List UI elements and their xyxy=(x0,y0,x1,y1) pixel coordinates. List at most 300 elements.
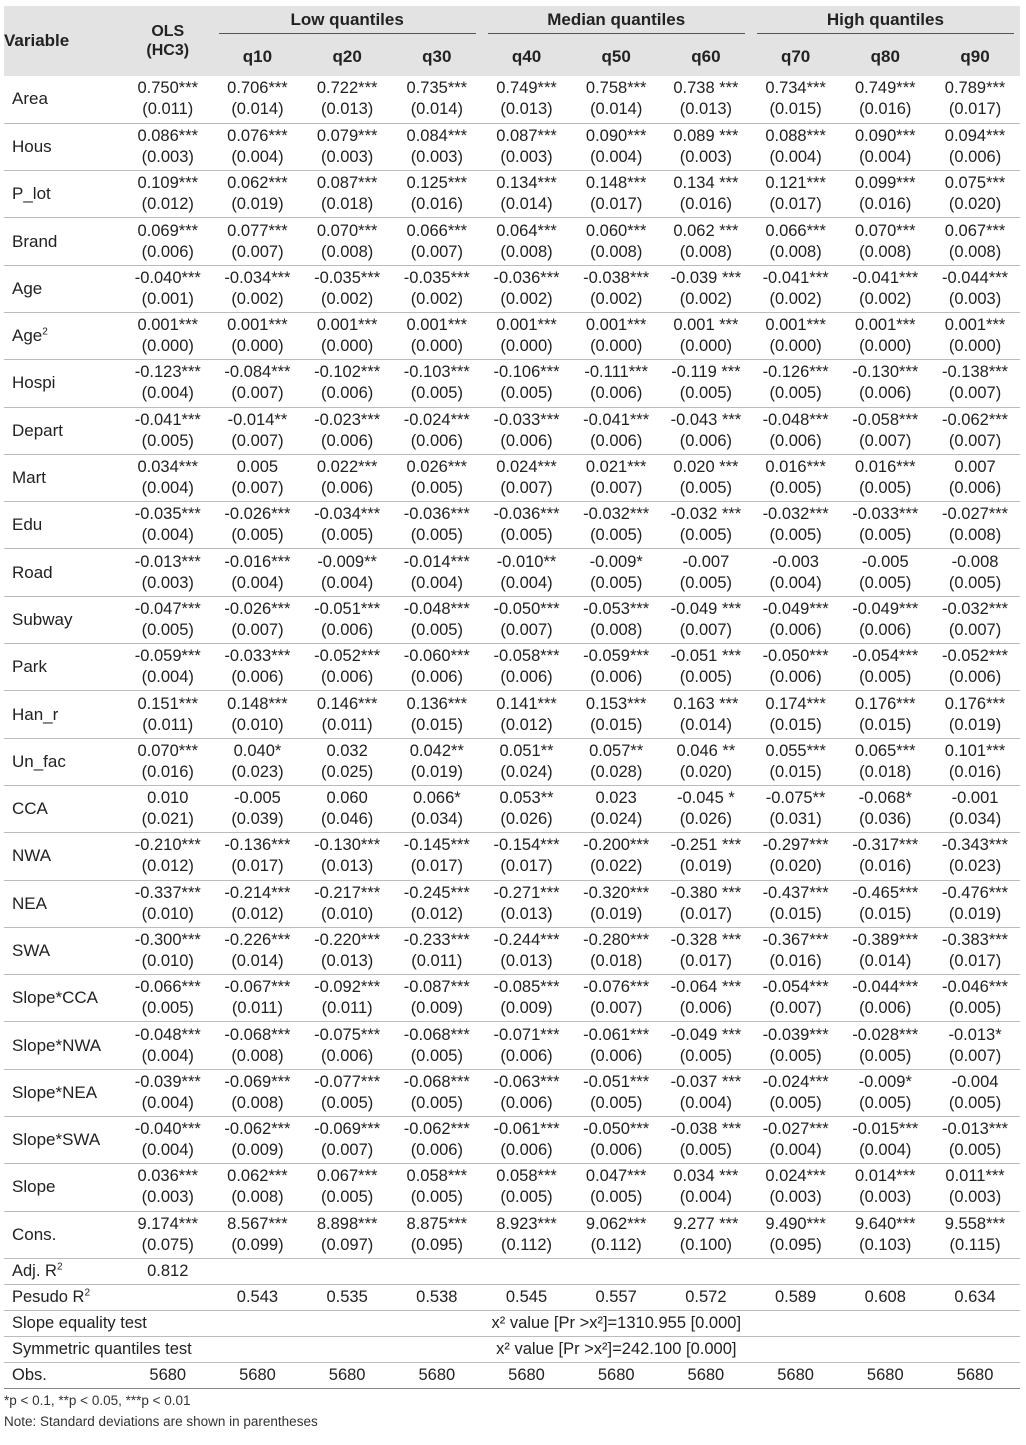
standard-error: (0.008) xyxy=(769,242,822,261)
estimate-cell xyxy=(751,927,841,974)
coefficient: 0.090*** xyxy=(855,126,916,145)
coefficient: 9.174*** xyxy=(137,1214,199,1233)
obs-value: 5680 xyxy=(508,1365,545,1384)
estimate-cell xyxy=(392,1211,482,1258)
estimate-cell xyxy=(661,975,751,1022)
standard-error: (0.004) xyxy=(410,573,463,592)
standard-error: (0.039) xyxy=(231,810,284,829)
coefficient: 8.567*** xyxy=(227,1214,288,1233)
estimate-cell xyxy=(213,171,303,218)
coefficient: 0.001*** xyxy=(227,316,288,335)
coefficient: 0.734*** xyxy=(765,79,826,98)
estimate-cell xyxy=(302,880,392,927)
standard-error: (0.005) xyxy=(859,573,912,592)
estimate-cell xyxy=(482,880,572,927)
estimate-cell xyxy=(930,738,1020,785)
standard-error: (0.006) xyxy=(500,668,553,687)
estimate-cell xyxy=(840,123,930,170)
standard-error: (0.017) xyxy=(948,100,1002,119)
estimate-cell xyxy=(840,549,930,596)
coefficient: 0.148*** xyxy=(227,694,288,713)
obs-value: 5680 xyxy=(777,1365,814,1384)
estimate-cell xyxy=(751,738,841,785)
coefficient: -0.024*** xyxy=(403,410,470,429)
coefficient: 9.277 *** xyxy=(673,1214,739,1233)
estimate-cell xyxy=(213,691,303,738)
standard-error: (0.006) xyxy=(590,431,643,450)
standard-error: (0.019) xyxy=(948,904,1002,923)
estimate-cell xyxy=(482,265,572,312)
coefficient: -0.476*** xyxy=(942,883,1009,902)
coefficient: 0.021*** xyxy=(585,458,647,477)
estimate-cell xyxy=(213,454,303,501)
standard-error: (0.115) xyxy=(949,1235,1001,1254)
standard-error: (0.016) xyxy=(141,762,194,781)
variable-row xyxy=(4,76,1020,123)
standard-error: (0.004) xyxy=(141,1141,194,1160)
coefficient: -0.297*** xyxy=(762,836,829,855)
estimate-cell xyxy=(482,1117,572,1164)
standard-error: (0.013) xyxy=(321,951,374,970)
standard-error: (0.004) xyxy=(500,573,553,592)
coefficient: -0.069*** xyxy=(314,1120,381,1139)
estimate-cell xyxy=(751,218,841,265)
coefficient: -0.380 *** xyxy=(670,883,742,902)
estimate-cell xyxy=(392,596,482,643)
standard-error: (0.013) xyxy=(321,100,374,119)
coefficient: 9.062*** xyxy=(585,1214,647,1233)
standard-error: (0.015) xyxy=(859,904,912,923)
obs-value: 5680 xyxy=(328,1365,366,1384)
variable-row xyxy=(4,785,1020,832)
coefficient: -0.023*** xyxy=(314,410,381,429)
estimate-cell xyxy=(302,171,392,218)
coefficient: -0.367*** xyxy=(762,930,829,949)
estimate-cell xyxy=(840,1211,930,1258)
estimate-cell xyxy=(302,927,392,974)
coefficient: 0.089 *** xyxy=(673,126,739,145)
standard-error: (0.011) xyxy=(142,715,194,734)
standard-error: (0.004) xyxy=(141,479,194,498)
estimate-cell xyxy=(302,123,392,170)
standard-error: (0.006) xyxy=(590,384,643,403)
estimate-cell xyxy=(840,833,930,880)
estimate-cell xyxy=(392,1164,482,1211)
standard-error: (0.000) xyxy=(231,337,284,356)
coefficient: -0.210*** xyxy=(134,836,201,855)
standard-error: (0.005) xyxy=(590,1188,643,1207)
coefficient: -0.008 xyxy=(951,552,999,571)
standard-error: (0.008) xyxy=(679,242,733,261)
variable-name: NEA xyxy=(12,893,47,913)
standard-error: (0.004) xyxy=(141,384,194,403)
estimate-cell xyxy=(751,1022,841,1069)
standard-error: (0.017) xyxy=(590,195,643,214)
estimate-cell xyxy=(661,549,751,596)
estimate-cell xyxy=(392,833,482,880)
standard-error: (0.008) xyxy=(590,620,643,639)
coefficient: -0.034*** xyxy=(314,505,381,524)
coefficient: -0.130*** xyxy=(314,836,381,855)
quantile-regression-table xyxy=(4,6,1020,1389)
standard-error: (0.015) xyxy=(859,715,912,734)
coefficient: -0.220*** xyxy=(314,930,381,949)
estimate-cell xyxy=(751,1117,841,1164)
estimate-cell xyxy=(302,218,392,265)
coefficient: -0.130*** xyxy=(852,363,919,382)
variable-row xyxy=(4,1211,1020,1258)
estimate-cell xyxy=(661,407,751,454)
coefficient: 0.026*** xyxy=(406,458,468,477)
estimate-cell xyxy=(482,454,572,501)
standard-error: (0.011) xyxy=(321,715,373,734)
coefficient: -0.251 *** xyxy=(670,836,742,855)
estimate-cell xyxy=(930,833,1020,880)
standard-error: (0.008) xyxy=(500,242,553,261)
coefficient: 0.011*** xyxy=(945,1167,1005,1186)
standard-error: (0.000) xyxy=(948,337,1002,356)
estimate-cell xyxy=(661,1117,751,1164)
row-label: Symmetric quantiles test xyxy=(12,1339,192,1358)
variable-row xyxy=(4,1117,1020,1164)
standard-error: (0.025) xyxy=(321,762,374,781)
coefficient: -0.136*** xyxy=(224,836,291,855)
standard-error: (0.002) xyxy=(231,289,284,308)
coefficient: -0.049 *** xyxy=(670,599,742,618)
estimate-cell xyxy=(302,1164,392,1211)
coefficient: 0.001*** xyxy=(855,316,916,335)
estimate-cell xyxy=(302,312,392,359)
estimate-cell xyxy=(571,171,661,218)
standard-error: (0.015) xyxy=(769,762,822,781)
variable-name: Age xyxy=(12,278,43,298)
standard-error: (0.016) xyxy=(679,195,733,214)
estimate-cell xyxy=(930,218,1020,265)
standard-error: (0.002) xyxy=(321,289,374,308)
estimate-cell xyxy=(930,880,1020,927)
coefficient: 0.001 *** xyxy=(673,316,739,335)
standard-error: (0.005) xyxy=(410,620,463,639)
standard-error: (0.007) xyxy=(231,620,284,639)
estimate-cell xyxy=(751,123,841,170)
estimate-cell xyxy=(661,502,751,549)
symmetric-quantiles-value: x² value [Pr >x²]=242.100 [0.000] xyxy=(496,1339,737,1358)
coefficient: 0.789*** xyxy=(944,79,1006,98)
estimate-cell xyxy=(930,265,1020,312)
estimate-cell xyxy=(482,1164,572,1211)
standard-error: (0.003) xyxy=(948,1188,1002,1207)
estimate-cell xyxy=(930,407,1020,454)
coefficient: -0.007 xyxy=(682,552,730,571)
estimate-cell xyxy=(930,1164,1020,1211)
standard-error: (0.007) xyxy=(231,384,284,403)
obs-value: 5680 xyxy=(597,1365,635,1384)
coefficient: 0.738 *** xyxy=(673,79,739,98)
coefficient: -0.068*** xyxy=(403,1072,470,1091)
standard-error: (0.004) xyxy=(141,1046,194,1065)
estimate-cell xyxy=(571,1069,661,1116)
coefficient: 0.153*** xyxy=(585,694,647,713)
estimate-cell xyxy=(482,171,572,218)
standard-error: (0.006) xyxy=(679,999,733,1018)
estimate-cell xyxy=(302,975,392,1022)
standard-error: (0.005) xyxy=(679,573,733,592)
standard-error: (0.021) xyxy=(141,810,194,829)
standard-error: (0.006) xyxy=(321,479,374,498)
coefficient: 0.749*** xyxy=(855,79,916,98)
obs-value: 5680 xyxy=(239,1365,276,1384)
group-header-high: High quantiles xyxy=(751,6,1020,38)
estimate-cell xyxy=(123,1069,213,1116)
coefficient: -0.047*** xyxy=(134,599,201,618)
variable-row xyxy=(4,596,1020,643)
estimate-cell xyxy=(213,738,303,785)
variable-row xyxy=(4,927,1020,974)
standard-error: (0.006) xyxy=(321,431,374,450)
estimate-cell xyxy=(123,833,213,880)
coefficient: -0.077*** xyxy=(314,1072,381,1091)
standard-error: (0.020) xyxy=(948,195,1002,214)
standard-error: (0.007) xyxy=(231,242,284,261)
header-row-groups xyxy=(4,6,1020,38)
variable-name: Area xyxy=(12,89,48,109)
pseudo-r2-value: 0.608 xyxy=(864,1287,906,1306)
standard-error: (0.006) xyxy=(500,431,553,450)
standard-error: (0.004) xyxy=(231,573,284,592)
coefficient: -0.062*** xyxy=(224,1120,291,1139)
estimate-cell xyxy=(840,975,930,1022)
standard-error: (0.006) xyxy=(859,384,912,403)
coefficient: -0.126*** xyxy=(762,363,829,382)
coefficient: -0.049*** xyxy=(762,599,829,618)
standard-error: (0.005) xyxy=(410,1188,463,1207)
standard-error: (0.075) xyxy=(141,1235,194,1254)
estimate-cell xyxy=(661,644,751,691)
standard-error: (0.006) xyxy=(500,1046,553,1065)
coefficient: -0.119 *** xyxy=(671,363,741,382)
estimate-cell xyxy=(123,1164,213,1211)
coefficient: -0.048*** xyxy=(403,599,470,618)
standard-error: (0.015) xyxy=(590,715,643,734)
estimate-cell xyxy=(123,360,213,407)
coefficient: -0.271*** xyxy=(493,883,560,902)
coefficient: -0.009* xyxy=(858,1072,912,1091)
standard-error: (0.005) xyxy=(859,526,912,545)
standard-error: (0.011) xyxy=(321,999,373,1018)
standard-error: (0.000) xyxy=(410,337,463,356)
standard-error: (0.006) xyxy=(410,431,463,450)
standard-error: (0.005) xyxy=(500,1188,553,1207)
estimate-cell xyxy=(482,691,572,738)
coefficient: -0.069*** xyxy=(224,1072,291,1091)
standard-error: (0.020) xyxy=(679,762,733,781)
estimate-cell xyxy=(392,549,482,596)
standard-error: (0.017) xyxy=(231,857,284,876)
estimate-cell xyxy=(571,265,661,312)
estimate-cell xyxy=(392,691,482,738)
coefficient: 0.010 xyxy=(147,789,189,808)
coefficient: 0.141*** xyxy=(496,694,557,713)
coefficient: -0.076*** xyxy=(583,978,650,997)
standard-error: (0.005) xyxy=(590,573,643,592)
coefficient: -0.044*** xyxy=(852,978,919,997)
standard-error: (0.012) xyxy=(141,195,194,214)
coefficient: -0.033*** xyxy=(852,505,919,524)
estimate-cell xyxy=(392,1069,482,1116)
coefficient: -0.037 *** xyxy=(670,1072,742,1091)
variable-row xyxy=(4,171,1020,218)
estimate-cell xyxy=(302,502,392,549)
standard-error: (0.023) xyxy=(231,762,284,781)
standard-error: (0.019) xyxy=(410,762,463,781)
estimate-cell xyxy=(302,1117,392,1164)
estimate-cell xyxy=(751,880,841,927)
standard-error: (0.005) xyxy=(410,1093,463,1112)
standard-error: (0.004) xyxy=(321,573,374,592)
coefficient: 0.109*** xyxy=(137,174,199,193)
standard-error: (0.017) xyxy=(769,195,822,214)
coefficient: -0.075*** xyxy=(314,1025,381,1044)
variable-name: Cons. xyxy=(12,1224,57,1244)
coefficient: -0.035*** xyxy=(134,505,201,524)
standard-error: (0.100) xyxy=(679,1235,733,1254)
estimate-cell xyxy=(571,596,661,643)
coefficient: -0.328 *** xyxy=(670,930,742,949)
coefficient: -0.033*** xyxy=(224,647,291,666)
standard-error: (0.006) xyxy=(321,1046,374,1065)
estimate-cell xyxy=(123,1117,213,1164)
variable-row xyxy=(4,549,1020,596)
estimate-cell xyxy=(571,1211,661,1258)
coefficient: 0.075*** xyxy=(944,174,1006,193)
estimate-cell xyxy=(571,312,661,359)
coefficient: -0.046*** xyxy=(942,978,1009,997)
standard-error: (0.005) xyxy=(769,1093,822,1112)
pseudo-r2-value: 0.545 xyxy=(505,1287,548,1306)
variable-name: Slope*CCA xyxy=(12,988,98,1008)
coefficient: -0.005 xyxy=(234,789,281,808)
quantile-header: q70 xyxy=(751,38,841,76)
estimate-cell xyxy=(123,502,213,549)
coefficient: -0.138*** xyxy=(942,363,1009,382)
estimate-cell xyxy=(482,549,572,596)
standard-error: (0.005) xyxy=(321,526,374,545)
coefficient: 0.087*** xyxy=(316,174,378,193)
coefficient: 0.749*** xyxy=(496,79,557,98)
coefficient: 0.706*** xyxy=(227,79,288,98)
standard-error: (0.002) xyxy=(769,289,822,308)
estimate-cell xyxy=(751,549,841,596)
standard-error: (0.016) xyxy=(859,195,912,214)
standard-error: (0.019) xyxy=(948,715,1002,734)
coefficient: 0.087*** xyxy=(496,126,557,145)
standard-error: (0.005) xyxy=(948,573,1002,592)
standard-error: (0.007) xyxy=(948,620,1002,639)
standard-error: (0.003) xyxy=(141,147,194,166)
estimate-cell xyxy=(661,596,751,643)
coefficient: -0.041*** xyxy=(852,268,919,287)
estimate-cell xyxy=(123,1211,213,1258)
estimate-cell xyxy=(123,171,213,218)
standard-error: (0.002) xyxy=(590,289,643,308)
pseudo-r2-row xyxy=(4,1284,1020,1310)
estimate-cell xyxy=(392,265,482,312)
estimate-cell xyxy=(302,76,392,123)
standard-error: (0.014) xyxy=(679,715,733,734)
standard-error: (0.013) xyxy=(500,951,553,970)
standard-error: (0.005) xyxy=(321,1188,374,1207)
estimate-cell xyxy=(302,1022,392,1069)
coefficient: 0.046 ** xyxy=(676,741,736,760)
estimate-cell xyxy=(661,1164,751,1211)
variable-row xyxy=(4,975,1020,1022)
coefficient: -0.061*** xyxy=(493,1120,560,1139)
coefficient: 0.042** xyxy=(409,741,464,760)
standard-error: (0.006) xyxy=(948,479,1002,498)
estimate-cell xyxy=(302,644,392,691)
estimate-cell xyxy=(302,596,392,643)
estimate-cell xyxy=(213,644,303,691)
estimate-cell xyxy=(482,833,572,880)
estimate-cell xyxy=(123,454,213,501)
estimate-cell xyxy=(661,927,751,974)
coefficient: -0.103*** xyxy=(403,363,470,382)
standard-error: (0.019) xyxy=(590,904,643,923)
pseudo-r2-value: 0.535 xyxy=(326,1287,368,1306)
coefficient: -0.050*** xyxy=(762,647,829,666)
standard-error: (0.001) xyxy=(141,289,194,308)
coefficient: -0.051*** xyxy=(314,599,381,618)
estimate-cell xyxy=(840,1164,930,1211)
variable-row xyxy=(4,360,1020,407)
coefficient: 0.053** xyxy=(499,789,554,808)
standard-error: (0.002) xyxy=(410,289,463,308)
estimate-cell xyxy=(840,1117,930,1164)
quantile-header: q50 xyxy=(571,38,661,76)
coefficient: 0.024*** xyxy=(496,458,557,477)
coefficient: -0.085*** xyxy=(493,978,560,997)
estimate-cell xyxy=(930,1117,1020,1164)
coefficient: -0.039 *** xyxy=(670,268,742,287)
estimate-cell xyxy=(482,407,572,454)
coefficient: -0.245*** xyxy=(403,883,470,902)
coefficient: -0.032 *** xyxy=(670,505,742,524)
estimate-cell xyxy=(213,596,303,643)
variable-row xyxy=(4,880,1020,927)
coefficient: 0.055*** xyxy=(765,741,826,760)
variable-row xyxy=(4,644,1020,691)
coefficient: 0.036*** xyxy=(137,1167,199,1186)
coefficient: -0.033*** xyxy=(493,410,560,429)
variable-row xyxy=(4,833,1020,880)
standard-error: (0.006) xyxy=(679,431,733,450)
estimate-cell xyxy=(930,171,1020,218)
standard-error: (0.016) xyxy=(948,762,1002,781)
estimate-cell xyxy=(840,880,930,927)
estimate-cell xyxy=(571,927,661,974)
coefficient: 0.016*** xyxy=(855,458,916,477)
estimate-cell xyxy=(930,927,1020,974)
coefficient: -0.038 *** xyxy=(670,1120,742,1139)
coefficient: 0.176*** xyxy=(855,694,916,713)
standard-error: (0.002) xyxy=(859,289,912,308)
standard-error: (0.011) xyxy=(411,951,463,970)
standard-error: (0.004) xyxy=(679,1093,733,1112)
estimate-cell xyxy=(213,1211,303,1258)
estimate-cell xyxy=(123,407,213,454)
estimate-cell xyxy=(213,785,303,832)
coefficient: 0.032 xyxy=(326,741,368,760)
